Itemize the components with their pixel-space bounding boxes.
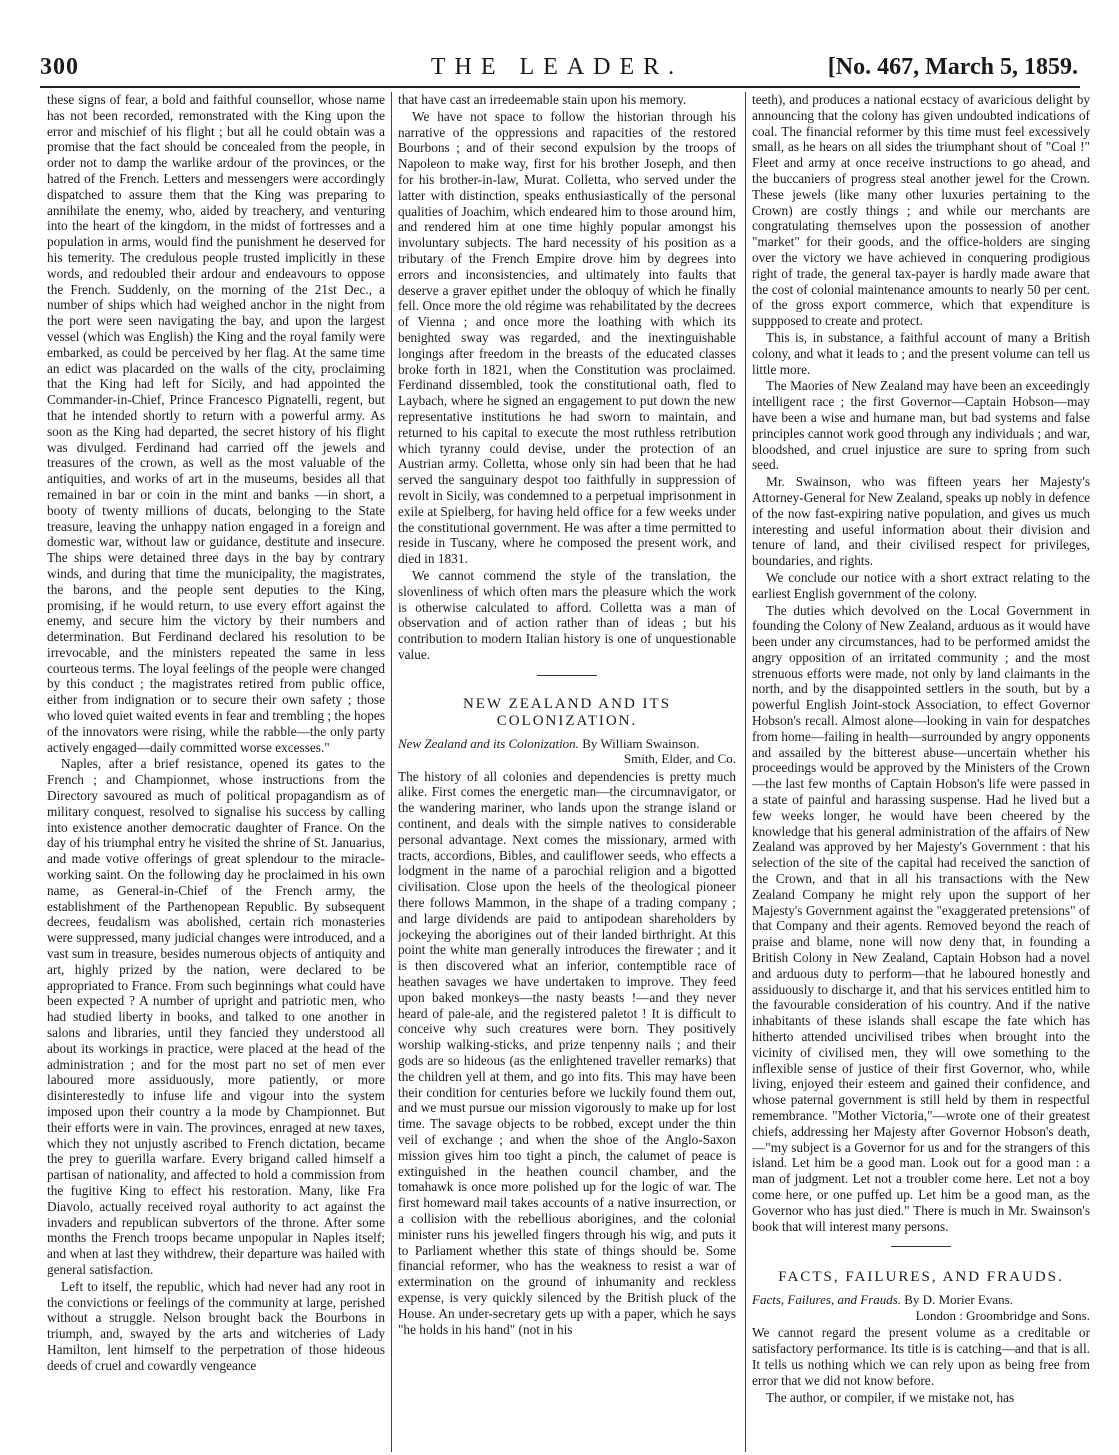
book-author: By D. Morier Evans.	[904, 1292, 1013, 1308]
paragraph: We cannot commend the style of the translation, the slovenliness of which often mars the pleasure which the work is otherwise calculated to afford. Colletta was a man of observation and of action rather than of ideas ; but his contribution to modern Italian history is one of unquestionable value.	[398, 567, 736, 662]
book-author: By William Swainson.	[582, 735, 700, 751]
paragraph: The author, or compiler, if we mistake not, has	[766, 1389, 1015, 1405]
book-citation	[752, 1292, 1090, 1323]
header-rule	[40, 86, 1080, 88]
book-title: New Zealand and its Colonization.	[398, 735, 579, 751]
section-title: FACTS, FAILURES, AND FRAUDS.	[778, 1269, 1064, 1286]
issue-line: [No. 467, March 5, 1859.	[827, 54, 1078, 80]
paragraph: We cannot regard the present volume as a creditable or satisfactory performance. Its title is is catching—and that is all. It tells us nothing which we can rely upon as being free from error that we did not know before.	[752, 1325, 1090, 1388]
paragraph: This is, in substance, a faithful account of many a British colony, and what it leads to ; and the present volume can tell us little more.	[752, 329, 1090, 377]
paragraph: these signs of fear, a bold and faithful counsellor, whose name has not been recorded, remonstrated with the King upon the error and mischief of his flight ; but all he could obtain was a promise that the fact should be concealed from the people, in order not to damp the warlike ardour of the provinces, or the hatred of the French. Letters and messengers were accordingly dispatched to assure them that the King was preparing to annihilate the enemy, who, aided by treachery, and venturing into the heart of the kingdom, in the midst of fortresses and a population in arms, would find the punishment he deserved for his temerity. The credulous people trusted implicitly in these words, and redoubled their ardour and endeavours to oppose the French. Suddenly, on the morning of the 21st Dec., a number of ships which had weighed anchor in the night from the port were seen navigating the bay, and upon the largest vessel (which was English) the King and the royal family were embarked, as could be perceived by her flag. At the same time an edict was placarded on the walls of the city, proclaiming that the King had left for Sicily, and had appointed the Commander-in-Chief, Prince Francesco Pignatelli, regent, but that he intended shortly to return with a powerful army. As soon as the King had departed, the secret history of his flight was divulged. Ferdinand had carried off the jewels and treasures of the crown, as well as the most valuable of the antiquities, and works of art in the museums, besides all that remained in bar or coin in the mint and banks —in short, a booty of twenty millions of ducats, belonging to the State treasure, leaving the unhappy nation engaged in a foreign and domestic war, without law or guidance, destitute and insecure. The ships were detained three days in the bay by contrary winds, and during that time the municipality, the magistrates, the barons, and the people sent deputies to the King, promising, if he would return, to use every effort against the enemy, and secure him the victory by their numbers and determination. But Ferdinand declared his resolution to be irrevocable, and the ministers repeated the same in less courteous terms. The loyal feelings of the people were changed by this conduct ; the magistrates retired from public office, either from indignation or to secure their own safety ; those who loved quiet waited events in fear and trembling ; the hopes of the innovators were rising, while the rabble—the only party actively engaged—daily committed worse excesses."	[47, 92, 385, 755]
paragraph: We conclude our notice with a short extract relating to the earliest English government of the colony.	[752, 569, 1090, 601]
paragraph: We have not space to follow the historian through his narrative of the oppressions and rapacities of the restored Bourbons ; and of their second expulsion by the troops of Napoleon to make way, first for his brother Joseph, and then for his brother-in-law, Murat. Colletta, who served under the latter with distinction, speaks enthusiastically of the personal qualities of Joachim, which endeared him to those around him, and rendered him at one time highly popular amongst his involuntary subjects. The hard necessity of his position as a tributary of the French Empire drove him by degrees into errors and inconsistencies, and ultimately into faults that deserve a graver epithet under the obloquy of which he finally fell. Once more the old régime was rehabilitated by the decrees of Vienna ; and once more the loathing with which its benighted sway was regarded, and the inextinguishable longings after freedom in the breasts of the educated classes broke forth in 1821, when the Constitution was proclaimed. Ferdinand dissembled, took the constitutional oath, fled to Laybach, where he signed an engagement to put down the new representative institutions he had sworn to maintain, and returned to his capital to execute the most ruthless retribution which tyranny could devise, under the protection of an Austrian army. Colletta, whose only sin had been that he had served the sanguinary despot too faithfully in suppression of revolt in Sicily, was condemned to a perpetual imprisonment in exile at Spielberg, for having held office for a few weeks under the constitutional government. He was after a time permitted to reside in Tuscany, where he composed the present work, and died in 1831.	[398, 108, 736, 567]
column-divider	[745, 92, 746, 1452]
paragraph: that have cast an irredeemable stain upon his memory.	[398, 92, 687, 107]
page-header	[32, 54, 1082, 84]
paragraph: Mr. Swainson, who was fifteen years her Majesty's Attorney-General for New Zealand, speaks up nobly in defence of the now fast-expiring native population, and gives us much interesting and useful information about their division and tenure of land, and their civilised respect for privileges, boundaries, and rights.	[752, 474, 1090, 569]
paragraph: The Maories of New Zealand may have been an exceedingly intelligent race ; the first Governor—Captain Hobson—may have been a wise and humane man, but bad systems and false principles cannot work good through any individuals ; and war, bloodshed, and cruel injustice are sure to spring from such seed.	[752, 378, 1090, 473]
extract-paragraph: The duties which devolved on the Local Government in founding the Colony of New Zealand, arduous as it would have been under any circumstances, had to be performed amidst the angry opposition of an irritated community ; and the most strenuous efforts were made, not only by land claimants in the north, and by the disappointed settlers in the south, but by a powerful English Joint-stock Association, to effect Governor Hobson's recall. Almost alone—looking in vain for despatches from home—failing in health—surrounded by angry opponents and assailed by the bitterest abuse—uncertain whether his proceedings would be approved by the Ministers of the Crown—the last few months of Captain Hobson's life were passed in a state of painful and harassing suspense. Had he lived but a few weeks longer, he would have been cheered by the knowledge that his general administration of the affairs of New Zealand was approved by her Majesty's Government : that his selection of the site of the capital had received the sanction of the Crown, and that in all his transactions with the New Zealand Company he might rely upon the support of her Majesty's Government against the "exaggerated pretensions" of that Company and their agents. Removed beyond the reach of praise and blame, none will now deny that, in founding a British Colony in New Zealand, Captain Hobson had a novel and arduous duty to perform—that he laboured honestly and assiduously to discharge it, and that his services entitled him to the favourable consideration of his country. And if the native inhabitants of these islands shall escape the fate which has hitherto attended uncivilised tribes when brought into the vicinity of civilised men, they will owe something to the inflexible sense of justice of their first Governor, who, while living, enjoyed their esteem and gained their confidence, and whose paternal government is still held by them in respectful remembrance. "Mother Victoria,"—wrote one of their greatest chiefs, addressing her Majesty after Governor Hobson's death,—"my subject is a Governor for us and for the strangers of this island. Let him be a good man. Look out for a good man : a man of judgment. Let not a troubler come here. Let not a boy come here, or one puffed up. Let him be a good man, as the Governor who has just died." There is much in Mr. Swainson's book that will interest many persons.	[752, 602, 1090, 1234]
paragraph: Naples, after a brief resistance, opened its gates to the French ; and Championnet, whose instructions from the Directory savoured as much of political propagandism as of military conquest, resolved to signalise his success by calling into existence another democratic daughter of France. On the day of his triumphal entry he visited the shrine of St. Januarius, and made votive offerings of great splendour to the miracle-working saint. On the following day he proclaimed in his own name, as General-in-Chief of the French army, the establishment of the Parthenopean Republic. By subsequent decrees, feudalism was abolished, certain rich monasteries were suppressed, many judicial changes were introduced, and a vast sum in treasure, besides numerous objects of antiquity and art, highly prized by the nation, were declared to be appropriated to France. From such beginnings what could have been expected ? A number of upright and patriotic men, who had studied liberty in books, and talked to one another in salons and libraries, until they fancied they understood all about its workings in practice, were placed at the head of the administration ; and for the most part no set of men ever laboured more assiduously, more patiently, or more disinterestedly to infuse life and vigour into the system imposed upon their country a la mode by Championnet. But their efforts were in vain. The provinces, enraged at new taxes, which they not unjustly ascribed to French dictation, became the prey to guerilla warfare. Every brigand called himself a partisan of nationality, and affected to hold a commission from the fugitive King to effect his restoration. Many, like Fra Diavolo, actually received royal authority to act against the invaders and republican subvertors of the throne. After some months the French troops became unpopular in Naples itself; and when at last they withdrew, their departure was hailed with general satisfaction.	[47, 756, 385, 1277]
section-rule	[537, 675, 597, 676]
paragraph: The history of all colonies and dependencies is pretty much alike. First comes the energetic man—the circumnavigator, or the wandering mariner, who lands upon the strange island or continent, and deals with the simple natives to considerable personal advantage. Next comes the missionary, armed with tracts, accordions, Bibles, and cauliflower seeds, who effects a lodgment in the name of a parochial religion and a bigotted civilisation. Close upon the heels of the theological pioneer there follows Mammon, in the shape of a trading company ; and large dividends are paid to antipodean shareholders by jockeying the aborigines out of their landed birthright. At this point the white man generally introduces the firewater ; and it is then discovered what an inferior, contemptible race of heathen savages we have undertaken to improve. They feed upon baked monkeys—the nasty beasts !—and they never heard of pale-ale, and the registered paletot ! It is difficult to conceive why such creatures were born. They positively worship walking-sticks, and prize tenpenny nails ; and their gods are so hideous (as the enlightened traveller remarks) that the children yell at them, and go into fits. This may have been their condition for centuries before we luckily found them out, and we must pursue our mission vigorously to make up for lost time. The savage objects to be robbed, except under the thin veil of exchange ; and when the shoe of the Anglo-Saxon mission gives him too tight a pinch, the calumet of peace is extinguished in the heathen council chamber, and the tomahawk is once more polished up for the logic of war. The first homeward mail takes accounts of a native insurrection, or a collision with the rebellious aborigines, and the colonial minister runs his jewelled fingers through his wig, and puts it to Parliament whether this state of things should be. Some financial reformer, who has the weakness to resist a war of extermination on the ground of inhumanity and reckless expense, is very quickly silenced by the British pluck of the House. An under-secretary gets up with a paper, which he says "he holds in his hand" (not in his	[398, 768, 736, 1337]
book-title: Facts, Failures, and Frauds.	[752, 1292, 902, 1308]
section-rule	[891, 1246, 951, 1247]
book-citation	[398, 736, 736, 767]
column-middle	[398, 92, 736, 1452]
column-left	[47, 92, 385, 1452]
book-publisher: London : Groombridge and Sons.	[915, 1307, 1090, 1323]
page-number: 300	[40, 54, 79, 80]
section-title: NEW ZEALAND AND ITS COLONIZATION.	[462, 695, 672, 729]
book-publisher: Smith, Elder, and Co.	[623, 751, 736, 767]
column-right	[752, 92, 1090, 1452]
column-divider	[391, 92, 392, 1452]
paragraph: Left to itself, the republic, which had never had any root in the convictions or feelings of the community at large, perished without a struggle. Nelson brought back the Bourbons in triumph, and, swayed by the arts and witcheries of Lady Hamilton, lent himself to the perpetration of those hideous deeds of cruel and cowardly vengeance	[47, 1278, 385, 1373]
masthead: THE LEADER.	[430, 54, 684, 80]
paragraph: teeth), and produces a national ecstacy of avaricious delight by announcing that the colony has given undoubted indications of coal. The financial reformer by this time must feel excessively small, as he hears on all sides the triumphant shout of "Coal !" Fleet and army at once receive instructions to go ahead, and the buccaniers of progress steal another jewel for the Crown. These jewels (like many other luxuries pertaining to the Crown) are costly things ; and while our merchants are congratulating themselves upon the possession of another "market" for their goods, and the office-holders are singing over the victory we have achieved in conquering prodigious right of trade, the general tax-payer is hardly made aware that the cost of colonial maintenance amounts to nearly 50 per cent. of the gross export commerce, which that expenditure is suppposed to create and protect.	[752, 92, 1090, 329]
